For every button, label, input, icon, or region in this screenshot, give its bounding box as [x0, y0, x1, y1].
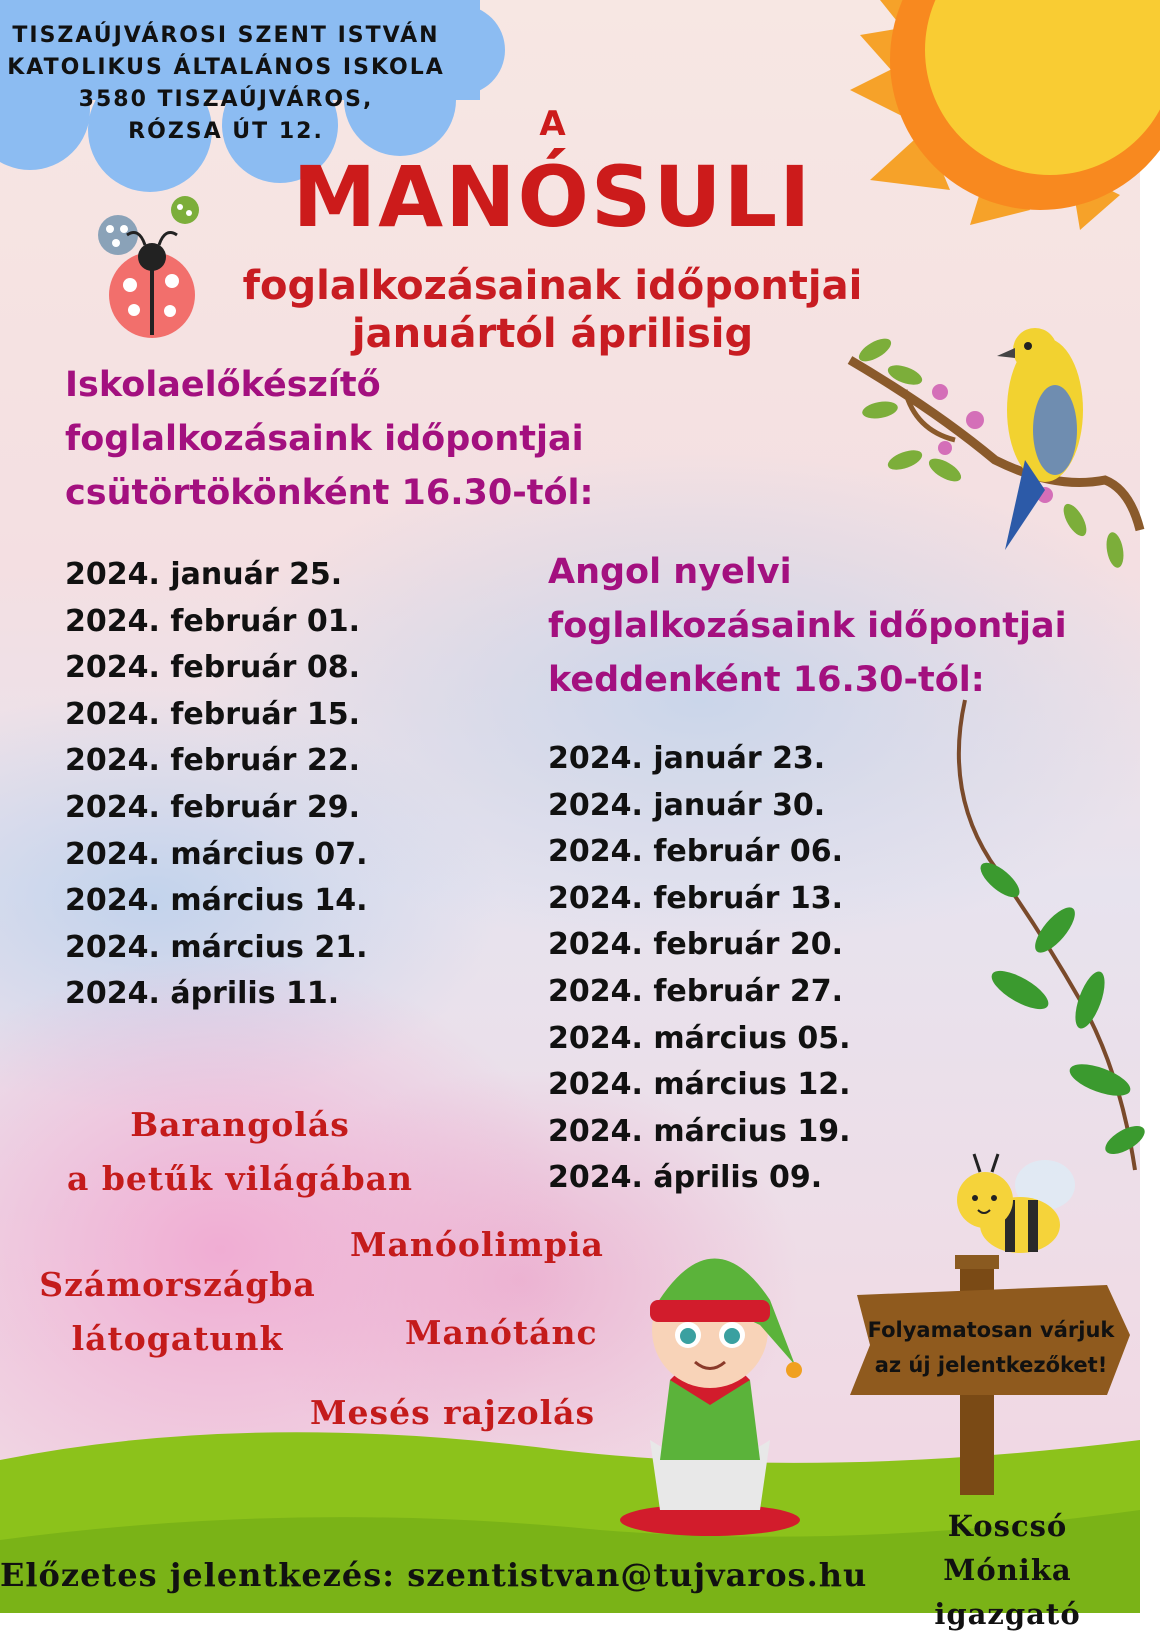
list-item: 2024. április 09. — [548, 1160, 823, 1196]
vine-icon — [950, 700, 1140, 1180]
list-item: 2024. február 29. — [65, 789, 360, 825]
list-item: 2024. február 01. — [65, 603, 360, 639]
list-item: 2024. február 27. — [548, 973, 843, 1009]
list-item: 2024. február 06. — [548, 834, 843, 870]
list-item: 2024. március 14. — [65, 883, 368, 919]
list-item: 2024. március 05. — [548, 1020, 851, 1056]
sign-line: az új jelentkezőket! — [874, 1353, 1108, 1377]
signature-role: igazgató — [934, 1597, 1081, 1631]
subtitle-line: foglalkozásainak időpontjai — [242, 263, 863, 309]
school-line: RÓZSA ÚT 12. — [128, 119, 324, 144]
activity-szamorszag — [30, 1258, 325, 1366]
preschool-date-list — [65, 552, 368, 1018]
bird-icon — [845, 320, 1140, 580]
list-item: 2024. március 19. — [548, 1113, 851, 1149]
elf-icon — [610, 1230, 820, 1540]
school-line: 3580 TISZAÚJVÁROS, — [78, 87, 374, 112]
list-item: 2024. március 21. — [65, 929, 368, 965]
subtitle-line: januártól áprilisig — [351, 311, 754, 357]
list-item: 2024. január 23. — [548, 741, 826, 776]
list-item: 2024. április 11. — [65, 976, 340, 1012]
heading-line: Iskolaelőkészítő — [65, 365, 381, 405]
title-article: A — [539, 104, 566, 144]
page-title: MANÓSULI — [292, 148, 813, 246]
list-item: 2024. február 13. — [548, 880, 843, 916]
signpost-text — [852, 1313, 1130, 1383]
activity-rajzolas: Mesés rajzolás — [310, 1393, 596, 1432]
bee-icon — [950, 1150, 1090, 1270]
preschool-heading — [65, 358, 594, 520]
heading-line: keddenként 16.30-tól: — [548, 660, 985, 700]
list-item: 2024. február 20. — [548, 927, 843, 963]
list-item: 2024. február 15. — [65, 696, 360, 732]
activity-line: Barangolás — [130, 1105, 350, 1144]
signature-name: Koscsó Mónika — [943, 1509, 1072, 1587]
heading-line: foglalkozásaink időpontjai — [65, 419, 584, 459]
school-line: KATOLIKUS ÁLTALÁNOS ISKOLA — [7, 55, 445, 80]
list-item: 2024. február 22. — [65, 743, 360, 779]
list-item: 2024. február 08. — [65, 650, 360, 686]
english-date-list — [548, 736, 851, 1202]
heading-line: Angol nyelvi — [548, 552, 792, 592]
signature — [880, 1504, 1135, 1636]
heading-line: foglalkozásaink időpontjai — [548, 606, 1067, 646]
english-heading — [548, 545, 1067, 707]
school-line: TISZAÚJVÁROSI SZENT ISTVÁN — [12, 23, 440, 48]
activity-line: látogatunk — [71, 1319, 284, 1358]
activity-tanc: Manótánc — [405, 1313, 598, 1352]
activity-olimpia: Manóolimpia — [350, 1225, 604, 1264]
list-item: 2024. március 12. — [548, 1067, 851, 1103]
activity-line: Számországba — [39, 1265, 316, 1304]
list-item: 2024. január 30. — [548, 787, 826, 823]
registration-footer: Előzetes jelentkezés: szentistvan@tujvaros.hu — [0, 1556, 868, 1594]
activity-barangolas — [60, 1098, 420, 1206]
list-item: 2024. január 25. — [65, 557, 343, 592]
activity-line: a betűk világában — [66, 1159, 414, 1198]
list-item: 2024. március 07. — [65, 836, 368, 872]
heading-line: csütörtökönként 16.30-tól: — [65, 473, 594, 513]
sign-line: Folyamatosan várjuk — [867, 1318, 1115, 1342]
